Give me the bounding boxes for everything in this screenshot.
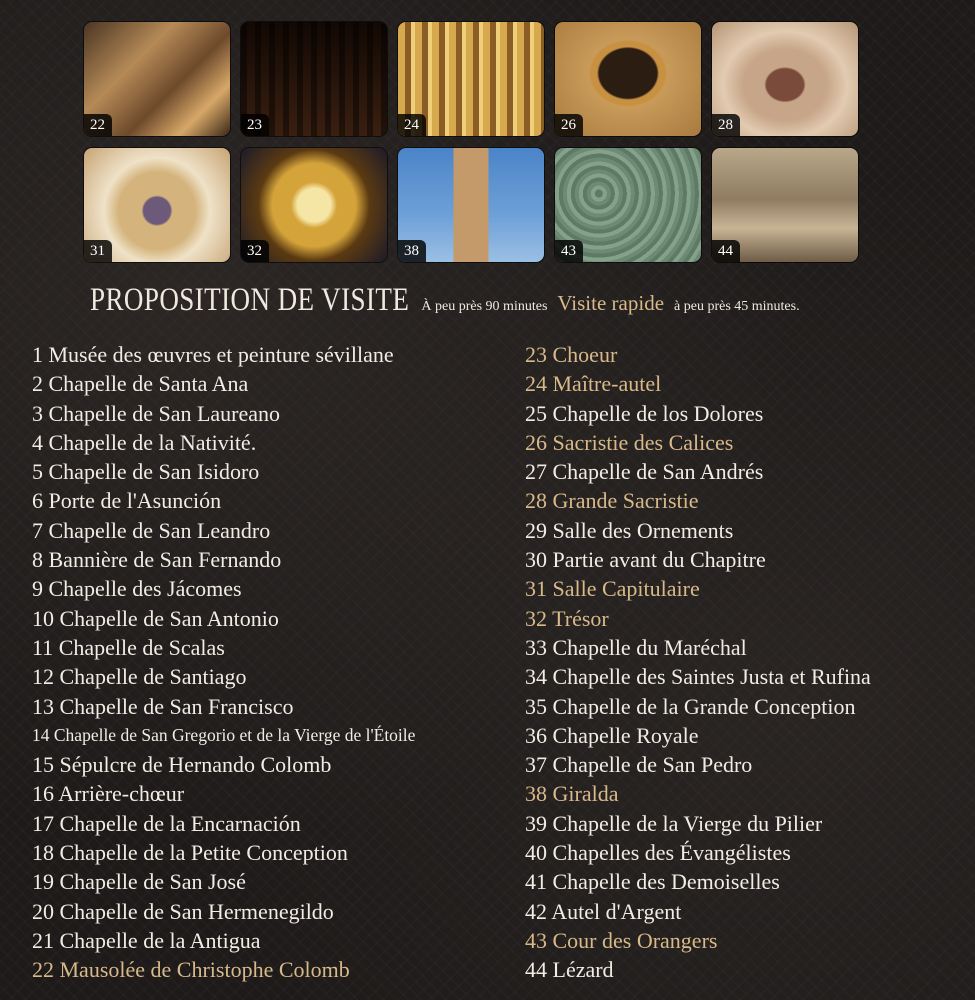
- thumbnail-number: 31: [84, 240, 112, 262]
- thumbnail-number: 32: [241, 240, 269, 262]
- item-label: Chapelle de Santiago: [59, 664, 247, 690]
- item-label: Cour des Orangers: [552, 927, 718, 953]
- visit-list-left: [32, 340, 517, 985]
- thumbnail-number: 22: [84, 114, 112, 136]
- list-item: [525, 486, 970, 515]
- item-number: 33: [525, 634, 547, 660]
- item-number: 44: [525, 957, 547, 983]
- photo-thumbnail: [398, 148, 544, 262]
- item-number: 38: [525, 781, 547, 807]
- item-label: Chapelle du Maréchal: [552, 634, 747, 660]
- photo-thumbnail: [712, 22, 858, 136]
- item-label: Bannière de San Fernando: [48, 547, 282, 573]
- item-label: Chapelle de Scalas: [58, 634, 225, 660]
- list-item: [525, 809, 970, 838]
- thumbnail-number: 23: [241, 114, 269, 136]
- item-number: 30: [525, 547, 547, 573]
- item-label: Chapelle des Demoiselles: [552, 869, 780, 895]
- list-item: [32, 809, 517, 838]
- item-label: Sacristie des Calices: [552, 429, 734, 455]
- item-number: 37: [525, 752, 547, 778]
- list-item: [32, 457, 517, 486]
- item-label: Giralda: [552, 781, 619, 807]
- item-number: 20: [32, 898, 54, 924]
- thumbnail-number: 26: [555, 114, 583, 136]
- item-label: Musée des œuvres et peinture sévillane: [48, 342, 394, 367]
- list-item: [32, 545, 517, 574]
- item-label: Chapelle de la Vierge du Pilier: [552, 810, 823, 836]
- item-number: 24: [525, 371, 547, 397]
- item-label: Sépulcre de Hernando Colomb: [59, 752, 332, 778]
- item-number: 34: [525, 664, 547, 690]
- item-label: Chapelle de la Grande Conception: [552, 693, 856, 719]
- item-number: 29: [525, 517, 547, 543]
- item-label: Autel d'Argent: [551, 898, 682, 924]
- list-item: [32, 692, 517, 721]
- item-number: 22: [32, 957, 54, 983]
- list-item: [32, 340, 517, 369]
- thumbnail-number: 28: [712, 114, 740, 136]
- item-number: 27: [525, 459, 547, 485]
- item-number: 14: [32, 724, 50, 745]
- list-item: [525, 428, 970, 457]
- list-item: [525, 867, 970, 896]
- item-label: Grande Sacristie: [552, 488, 699, 514]
- item-number: 1: [32, 342, 43, 367]
- list-item: [32, 955, 517, 984]
- item-number: 5: [32, 459, 43, 485]
- list-item: [525, 838, 970, 867]
- item-label: Chapelle de la Petite Conception: [59, 840, 348, 866]
- list-item: [32, 369, 517, 398]
- item-label: Maître-autel: [552, 371, 662, 397]
- item-number: 21: [32, 927, 54, 953]
- list-item: [32, 486, 517, 515]
- item-label: Choeur: [552, 342, 618, 367]
- quick-visit-duration: à peu près 45 minutes.: [674, 299, 800, 314]
- list-item: [525, 574, 970, 603]
- list-item: [32, 750, 517, 779]
- item-label: Chapelle de San Isidoro: [48, 459, 260, 485]
- item-number: 31: [525, 576, 547, 602]
- list-item: [32, 574, 517, 603]
- item-label: Chapelle de San Hermenegildo: [59, 898, 334, 924]
- item-number: 15: [32, 752, 54, 778]
- item-label: Trésor: [552, 605, 609, 631]
- list-item: [525, 399, 970, 428]
- item-number: 2: [32, 371, 43, 397]
- list-item: [32, 633, 517, 662]
- item-label: Chapelle de San Francisco: [59, 693, 294, 719]
- list-item: [32, 399, 517, 428]
- item-label: Chapelle des Saintes Justa et Rufina: [552, 664, 871, 690]
- item-number: 10: [32, 605, 54, 631]
- thumbnail-number: 44: [712, 240, 740, 262]
- list-item: [32, 926, 517, 955]
- item-label: Mausolée de Christophe Colomb: [59, 957, 350, 983]
- item-label: Chapelle de la Encarnación: [59, 810, 301, 836]
- photo-thumbnail: [555, 148, 701, 262]
- list-item: [525, 721, 970, 750]
- list-item: [32, 838, 517, 867]
- item-number: 32: [525, 605, 547, 631]
- item-number: 25: [525, 400, 547, 426]
- item-label: Partie avant du Chapitre: [552, 547, 766, 573]
- item-label: Chapelle de Santa Ana: [48, 371, 249, 397]
- item-label: Chapelle de los Dolores: [552, 400, 764, 426]
- list-item: [525, 955, 970, 984]
- item-label: Chapelle de San Antonio: [59, 605, 279, 631]
- list-item: [32, 721, 517, 750]
- item-number: 19: [32, 869, 54, 895]
- item-number: 23: [525, 342, 547, 367]
- item-number: 6: [32, 488, 43, 514]
- list-item: [525, 897, 970, 926]
- item-number: 7: [32, 517, 43, 543]
- item-label: Chapelle de la Antigua: [59, 927, 261, 953]
- thumbnail-number: 43: [555, 240, 583, 262]
- list-item: [525, 516, 970, 545]
- item-number: 11: [32, 634, 54, 660]
- item-label: Chapelle de San Gregorio et de la Vierge de l'Étoile: [53, 724, 416, 745]
- item-number: 17: [32, 810, 54, 836]
- item-number: 16: [32, 781, 54, 807]
- item-label: Salle Capitulaire: [552, 576, 700, 602]
- item-label: Chapelle de San Pedro: [552, 752, 753, 778]
- thumbnail-number: 38: [398, 240, 426, 262]
- item-label: Chapelle de San José: [59, 869, 246, 895]
- list-item: [525, 340, 970, 369]
- item-label: Lézard: [552, 957, 614, 983]
- list-item: [525, 369, 970, 398]
- item-number: 12: [32, 664, 54, 690]
- photo-thumbnail: [241, 148, 387, 262]
- list-item: [32, 779, 517, 808]
- item-label: Chapelle de San Laureano: [48, 400, 281, 426]
- list-item: [525, 692, 970, 721]
- item-label: Salle des Ornements: [552, 517, 734, 543]
- item-number: 3: [32, 400, 43, 426]
- list-item: [32, 428, 517, 457]
- list-item: [32, 867, 517, 896]
- visit-title: PROPOSITION DE VISITE: [90, 282, 410, 318]
- item-number: 18: [32, 840, 54, 866]
- list-item: [32, 516, 517, 545]
- item-number: 9: [32, 576, 43, 602]
- list-item: [525, 604, 970, 633]
- item-number: 36: [525, 722, 547, 748]
- list-item: [525, 926, 970, 955]
- list-item: [525, 662, 970, 691]
- list-item: [32, 897, 517, 926]
- photo-thumbnail: [712, 148, 858, 262]
- full-visit-duration: À peu près 90 minutes: [421, 299, 548, 314]
- item-number: 41: [525, 869, 547, 895]
- photo-thumbnail: [555, 22, 701, 136]
- list-item: [525, 457, 970, 486]
- item-label: Arrière-chœur: [58, 781, 185, 807]
- photo-thumbnail: [398, 22, 544, 136]
- item-number: 28: [525, 488, 547, 514]
- item-number: 26: [525, 429, 547, 455]
- item-label: Chapelle Royale: [552, 722, 699, 748]
- item-number: 40: [525, 840, 547, 866]
- item-label: Chapelle des Jácomes: [48, 576, 242, 602]
- photo-thumbnail-grid: [84, 22, 860, 262]
- item-label: Porte de l'Asunción: [48, 488, 222, 514]
- list-item: [525, 779, 970, 808]
- item-label: Chapelle de San Andrés: [552, 459, 764, 485]
- list-item: [525, 750, 970, 779]
- quick-visit-label: Visite rapide: [557, 291, 665, 315]
- list-item: [32, 662, 517, 691]
- list-item: [32, 604, 517, 633]
- list-item: [525, 633, 970, 662]
- item-label: Chapelles des Évangélistes: [552, 840, 791, 866]
- list-item: [525, 545, 970, 574]
- photo-thumbnail: [84, 22, 230, 136]
- item-number: 39: [525, 810, 547, 836]
- photo-thumbnail: [84, 148, 230, 262]
- item-label: Chapelle de San Leandro: [48, 517, 271, 543]
- photo-thumbnail: [241, 22, 387, 136]
- item-number: 43: [525, 927, 547, 953]
- thumbnail-number: 24: [398, 114, 426, 136]
- item-number: 8: [32, 547, 43, 573]
- item-number: 35: [525, 693, 547, 719]
- item-label: Chapelle de la Nativité.: [48, 429, 257, 455]
- visit-heading: [90, 282, 970, 319]
- visit-list-right: [525, 340, 970, 985]
- item-number: 4: [32, 429, 43, 455]
- item-number: 42: [525, 898, 547, 924]
- item-number: 13: [32, 693, 54, 719]
